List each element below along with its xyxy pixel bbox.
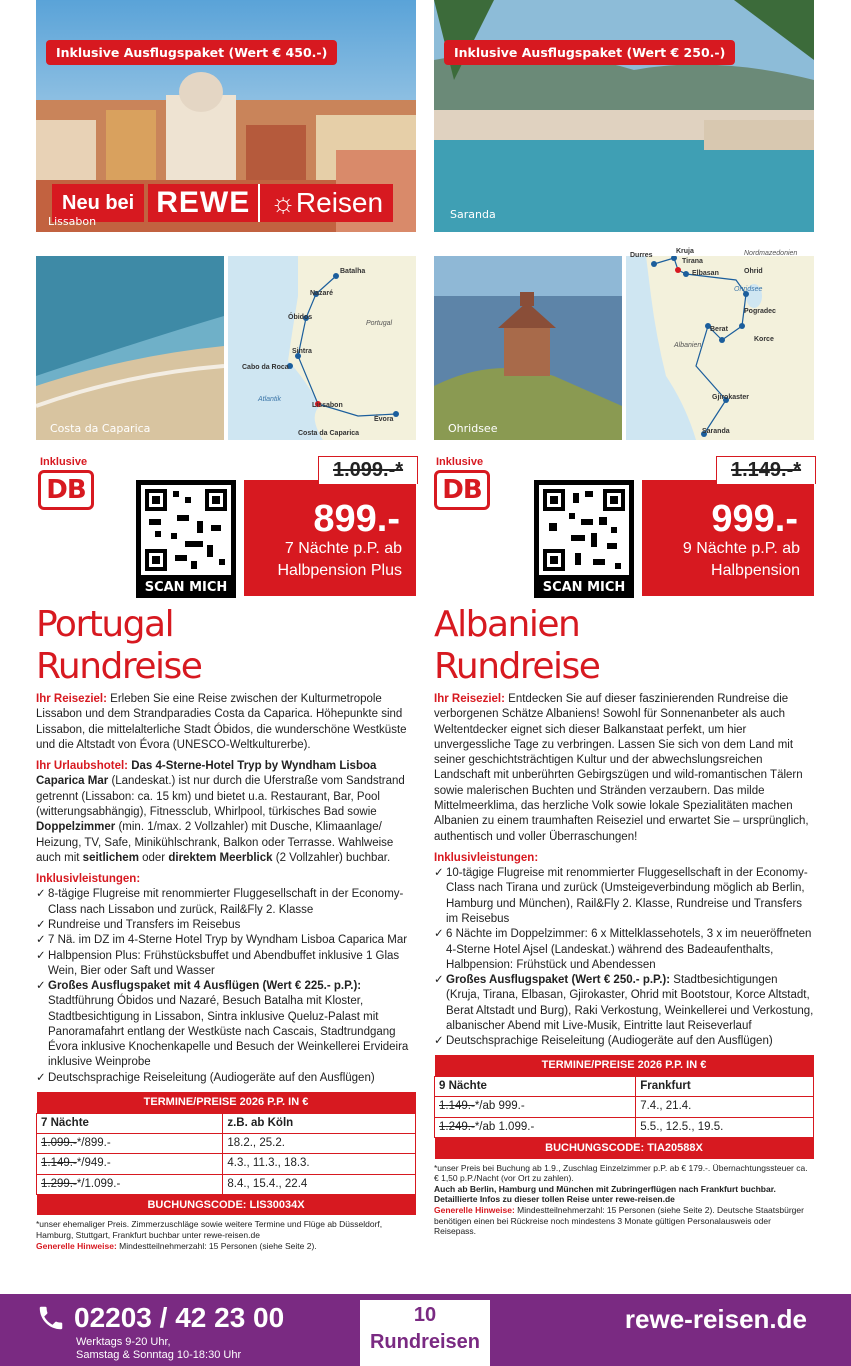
map-label-neighbor: Nordmazedonien	[744, 250, 798, 257]
table-row	[37, 1133, 416, 1153]
excursion-text: Stadtführung Óbidos und Nazaré, Besuch Batalha mit Kloster, Stadtbesichtigung in Lissabon, Sintra inklusive Queluz-Palast mit Panoramafahrt entlang der Westküste nach Cascais, Stadtrundgang Évora inklusive Knochenkapelle und Besuch der Weinkellerei Ervideira inklusive Weinprobe	[48, 995, 409, 1069]
dates-cell: 8.4., 15.4., 22.4	[223, 1174, 416, 1194]
hours-line1: Werktags 9-20 Uhr,	[76, 1336, 171, 1348]
qr-code-icon	[539, 485, 629, 575]
rewe-logo-text: REWE	[148, 184, 258, 222]
destination-text: Erleben Sie eine Reise zwischen der Kulturmetropole Lissabon und dem Strandparadies Costa da Caparica. Höhepunkte sind Lissabon, die mittelalterliche Stadt Óbidos, die wunderschöne Westküste und die Altstadt von Évora (UNESCO-Weltkulturerbe).	[36, 693, 407, 751]
map-label-pogradec: Pogradec	[744, 308, 776, 315]
col-departure: z.B. ab Köln	[223, 1113, 416, 1133]
albania-route-map	[626, 248, 814, 440]
title-line1: Albanien	[434, 604, 580, 645]
map-label-gjirokaster: Gjirokaster	[712, 394, 749, 401]
booking-code: BUCHUNGSCODE: TIA20588X	[435, 1137, 814, 1158]
reisen-label: Reisen	[295, 187, 384, 218]
list-item: ✓ Deutschsprachige Reiseleitung (Audiogeräte auf den Ausflügen)	[36, 1071, 416, 1086]
table-row	[435, 1097, 814, 1117]
hotel-end: (2 Vollzahler) buchbar.	[275, 851, 391, 864]
excursion-text: Stadtbesichtigungen (Kruja, Tirana, Elbasan, Gjirokaster, Ohrid mit Bootstour, Korce Altstadt, Berat Altstadt und Burg), Raki Verkostung, Weinkellerei und Verkostung, albanischer Abend mit Live-Musik, Eintritte laut Reiseverlauf	[446, 974, 814, 1032]
inclusive-label: Inklusive	[436, 456, 484, 468]
inclusive-services-label: Inklusivleistungen:	[434, 851, 539, 864]
inclusive-label: Inklusive	[40, 456, 88, 468]
inclusive-list	[434, 866, 814, 1049]
map-label-country: Portugal	[366, 320, 393, 327]
costa-photo	[36, 256, 224, 440]
opening-hours	[76, 1336, 241, 1362]
old-price-cell: 1.149.-	[41, 1157, 77, 1170]
map-label-sintra: Sintra	[292, 348, 312, 355]
destination-label: Ihr Reiseziel:	[36, 693, 107, 705]
page-title	[434, 604, 599, 689]
map-label-elbasan: Elbasan	[692, 270, 719, 277]
phone-number[interactable]	[36, 1302, 284, 1334]
list-item: ✓ Halbpension Plus: Frühstücksbuffet und Abendbuffet inklusive 1 Glas Wein, Bier oder Saft und Wasser	[36, 949, 416, 980]
dates-cell: 18.2., 25.2.	[223, 1133, 416, 1153]
map-label-obidos: Óbidos	[288, 314, 313, 321]
list-item	[36, 979, 416, 1071]
excursion-bold: Großes Ausflugspaket (Wert € 250.- p.P.):	[446, 974, 671, 987]
price-terms	[683, 538, 800, 581]
scan-label: SCAN MICH	[542, 580, 626, 595]
destination-paragraph	[36, 692, 416, 753]
page-indicator	[360, 1300, 490, 1366]
table-row	[37, 1174, 416, 1194]
list-item: ✓ 7 Nä. im DZ im 4-Sterne Hotel Tryp by Wyndham Lisboa Caparica Mar	[36, 933, 416, 948]
footnote-general	[434, 1205, 814, 1237]
col-nights: 9 Nächte	[435, 1077, 636, 1097]
qr-code-box[interactable]	[136, 480, 236, 598]
excursion-banner: Inklusive Ausflugspaket (Wert € 450.-)	[46, 40, 337, 65]
hours-line2: Samstag & Sonntag 10-18:30 Uhr	[76, 1349, 242, 1362]
map-label-durres: Durres	[630, 252, 653, 259]
map-label-berat: Berat	[710, 326, 728, 333]
excursion-banner: Inklusive Ausflugspaket (Wert € 250.-)	[444, 40, 735, 65]
db-logo: DB	[434, 470, 490, 510]
current-price: 899.-	[313, 498, 400, 540]
hotel-dz: Doppelzimmer	[36, 821, 116, 834]
map-label-ohrid: Ohrid	[744, 268, 763, 275]
old-price: 1.099.-*	[318, 456, 418, 484]
page-number: 10	[413, 1304, 437, 1326]
col-nights: 7 Nächte	[37, 1113, 223, 1133]
price-box	[244, 480, 416, 596]
board-label: Halbpension	[711, 561, 800, 579]
sun-icon: ☼	[270, 187, 296, 218]
new-label: Neu bei	[52, 184, 144, 222]
hero-caption: Saranda	[450, 208, 496, 221]
offer-description	[36, 692, 416, 1251]
col-departure: Frankfurt	[636, 1077, 814, 1097]
footnote-1: *unser ehemaliger Preis. Zimmerzuschläge sowie weitere Termine und Flüge ab Düsseldorf, Hamburg, Stuttgart, Frankfurt buchbar unter rewe-reisen.de	[36, 1219, 383, 1241]
destination-label: Ihr Reiseziel:	[434, 693, 505, 705]
hotel-name: Das 4-Sterne-Hotel Tryp by Wyndham Lisboa Caparica Mar	[36, 760, 377, 788]
hotel-text: (Landeskat.) ist nur durch die Uferstraße vom Sandstrand getrennt (Lissabon: ca. 15 km) und bietet u.a. Restaurant, Bar, Pool (witterungsabhängig), Fitnessclub, Whirlpool, türkisches Bad sowie	[36, 775, 405, 818]
nights-label: 7 Nächte p.P. ab	[284, 540, 402, 557]
general-text: Mindestteilnehmerzahl: 15 Personen (siehe Seite 2). Deutsche Staatsbürger benötigen einen bei Rückreise noch mindestens 3 Monate gültigen Personalausweis oder Reisepass.	[434, 1205, 804, 1237]
new-price-cell: */1.099.-	[76, 1177, 121, 1190]
dates-cell: 5.5., 12.5., 19.5.	[636, 1117, 814, 1137]
footnote-1b: Auch ab Berlin, Hamburg und München mit Zubringerflügen nach Frankfurt buchbar. Detaillierte Infos zu dieser tollen Reise unter rewe-reisen.de	[434, 1183, 776, 1205]
table-row	[435, 1117, 814, 1137]
new-price-cell: */899.-	[76, 1136, 111, 1149]
map-label-country: Albanien	[674, 342, 702, 349]
inclusive-services-label: Inklusivleistungen:	[36, 873, 141, 886]
footnotes	[434, 1163, 814, 1237]
dates-cell: 7.4., 21.4.	[636, 1097, 814, 1117]
table-head: TERMINE/PREISE 2026 P.P. IN €	[435, 1055, 814, 1076]
scan-label: SCAN MICH	[144, 580, 228, 595]
new-price-cell: */ab 1.099.-	[474, 1120, 535, 1133]
list-item	[434, 973, 814, 1034]
page-title	[36, 604, 201, 689]
title-line2: Rundreise	[36, 646, 202, 688]
map-label-sea: Atlantik	[258, 396, 281, 403]
current-price: 999.-	[711, 498, 798, 540]
excursion-bold: Großes Ausflugspaket mit 4 Ausflügen (Wert € 225.- p.P.):	[48, 980, 362, 993]
phone-icon	[36, 1303, 66, 1333]
footnote-1: *unser Preis bei Buchung ab 1.9., Zuschlag Einzelzimmer p.P. ab € 179.-. Übernachtungssteuer ca. € 1,50 p.P./Nacht (vor Ort zu zahlen).	[434, 1162, 808, 1184]
old-price-cell: 1.299.-	[41, 1177, 77, 1190]
price-table	[36, 1092, 416, 1215]
db-logo: DB	[38, 470, 94, 510]
hotel-text2: (min. 1/max. 2 Vollzahler) mit Dusche, Klimaanlage/ Heizung, TV, Safe, Minikühlschrank, Balkon oder Terrasse. Wahlweise auch mit	[36, 821, 394, 864]
footnote-general	[36, 1241, 416, 1252]
price-box	[642, 480, 814, 596]
ohrid-photo	[434, 256, 622, 440]
list-item: ✓ Rundreise und Transfers im Reisebus	[36, 918, 416, 933]
board-label: Halbpension Plus	[277, 561, 402, 579]
section-name: Rundreisen	[369, 1331, 481, 1353]
general-text: Mindestteilnehmerzahl: 15 Personen (siehe Seite 2).	[119, 1240, 317, 1251]
old-price-cell: 1.249.-	[439, 1120, 475, 1133]
new-price-cell: */ab 999.-	[474, 1100, 525, 1113]
nights-label: 9 Nächte p.P. ab	[682, 540, 800, 557]
map-label-kruja: Kruja	[676, 248, 694, 255]
booking-code: BUCHUNGSCODE: LIS30034X	[37, 1194, 416, 1215]
new-price-cell: */949.-	[76, 1157, 111, 1170]
map-label-saranda: Saranda	[702, 428, 730, 435]
portugal-route-map	[228, 256, 416, 440]
map-label-cabo-da-roca: Cabo da Roca	[242, 364, 289, 371]
map-label-tirana: Tirana	[682, 258, 703, 265]
new-at-rewe-badge	[52, 184, 393, 222]
hotel-label: Ihr Urlaubshotel:	[36, 760, 129, 773]
reisen-logo	[258, 184, 393, 222]
old-price: 1.149.-*	[716, 456, 816, 484]
hotel-meer: direktem Meerblick	[168, 851, 273, 864]
footer-bar	[0, 1294, 851, 1366]
list-item: ✓ Deutschsprachige Reiseleitung (Audiogeräte auf den Ausflügen)	[434, 1034, 814, 1049]
photo-caption: Costa da Caparica	[50, 422, 151, 435]
price-terms	[277, 538, 402, 581]
table-head: TERMINE/PREISE 2026 P.P. IN €	[37, 1092, 416, 1113]
map-label-evora: Évora	[374, 416, 394, 423]
qr-code-icon	[141, 485, 231, 575]
title-line1: Portugal	[36, 604, 174, 645]
destination-text: Entdecken Sie auf dieser faszinierenden Rundreise die verborgenen Schätze Albaniens! Sowohl für Sonnenanbeter als auch Weltentdecker eignet sich dieser Balkanstaat perfekt, um hier unvergessliche Tage zu verbringen. Lassen Sie sich von dem Land mit seiner geschichtsträchtigen Kultur und der abwechslungsreichen Landschaft mit unberührten Gebirgszügen und wild-romantischen Tälern sowie malerischen Buchten und Stränden verzaubern. Das milde Mittelmeerklima, das herzliche Volk sowie lokale Spezialitäten machen Albanien zu einem traumhaften Reiseziel und erwartet Sie – ursprünglich, authentisch und voller Überraschungen!	[434, 693, 809, 843]
website-link[interactable]: rewe-reisen.de	[624, 1304, 807, 1334]
map-label-lissabon: Lissabon	[312, 402, 343, 409]
hotel-oder: oder	[142, 851, 166, 864]
list-item: ✓ 10-tägige Flugreise mit renommierter Fluggesellschaft in der Economy-Class nach Tirana und zurück (Umsteigeverbindung möglich ab Berlin, Hamburg und München), Rail&Fly 2. Klasse, Rundreise und Transfers im Reisebus	[434, 866, 814, 927]
general-label: Generelle Hinweise:	[36, 1240, 117, 1251]
offer-description	[434, 692, 814, 1237]
lisbon-hero-image	[36, 0, 416, 232]
map-label-costa: Costa da Caparica	[298, 430, 360, 437]
title-line2: Rundreise	[434, 646, 600, 688]
phone-text: 02203 / 42 23 00	[74, 1302, 285, 1333]
list-item: ✓ 6 Nächte im Doppelzimmer: 6 x Mittelklassehotels, 3 x im neueröffneten 4-Sterne Hotel Ajsel (Landeskat.) während des Badeaufenthalts, Halbpension: Frühstück und Abendessen	[434, 927, 814, 973]
list-item: ✓ 8-tägige Flugreise mit renommierter Fluggesellschaft in der Economy-Class nach Lissabon und zurück, Rail&Fly 2. Klasse	[36, 887, 416, 918]
map-label-nazare: Nazaré	[310, 290, 333, 297]
qr-code-box[interactable]	[534, 480, 634, 598]
saranda-hero-image	[434, 0, 814, 232]
map-label-lake: Ohridsee	[734, 286, 763, 293]
hotel-paragraph	[36, 759, 416, 866]
general-label: Generelle Hinweise:	[434, 1205, 515, 1216]
photo-caption: Ohridsee	[448, 422, 498, 435]
inclusive-list	[36, 887, 416, 1086]
hotel-seit: seitlichem	[82, 851, 139, 864]
old-price-cell: 1.099.-	[41, 1136, 77, 1149]
table-row	[37, 1154, 416, 1174]
destination-paragraph	[434, 692, 814, 845]
footnotes	[36, 1219, 416, 1251]
map-label-batalha: Batalha	[340, 268, 366, 275]
price-table	[434, 1055, 814, 1158]
map-label-korce: Korce	[754, 336, 774, 343]
old-price-cell: 1.149.-	[439, 1100, 475, 1113]
dates-cell: 4.3., 11.3., 18.3.	[223, 1154, 416, 1174]
